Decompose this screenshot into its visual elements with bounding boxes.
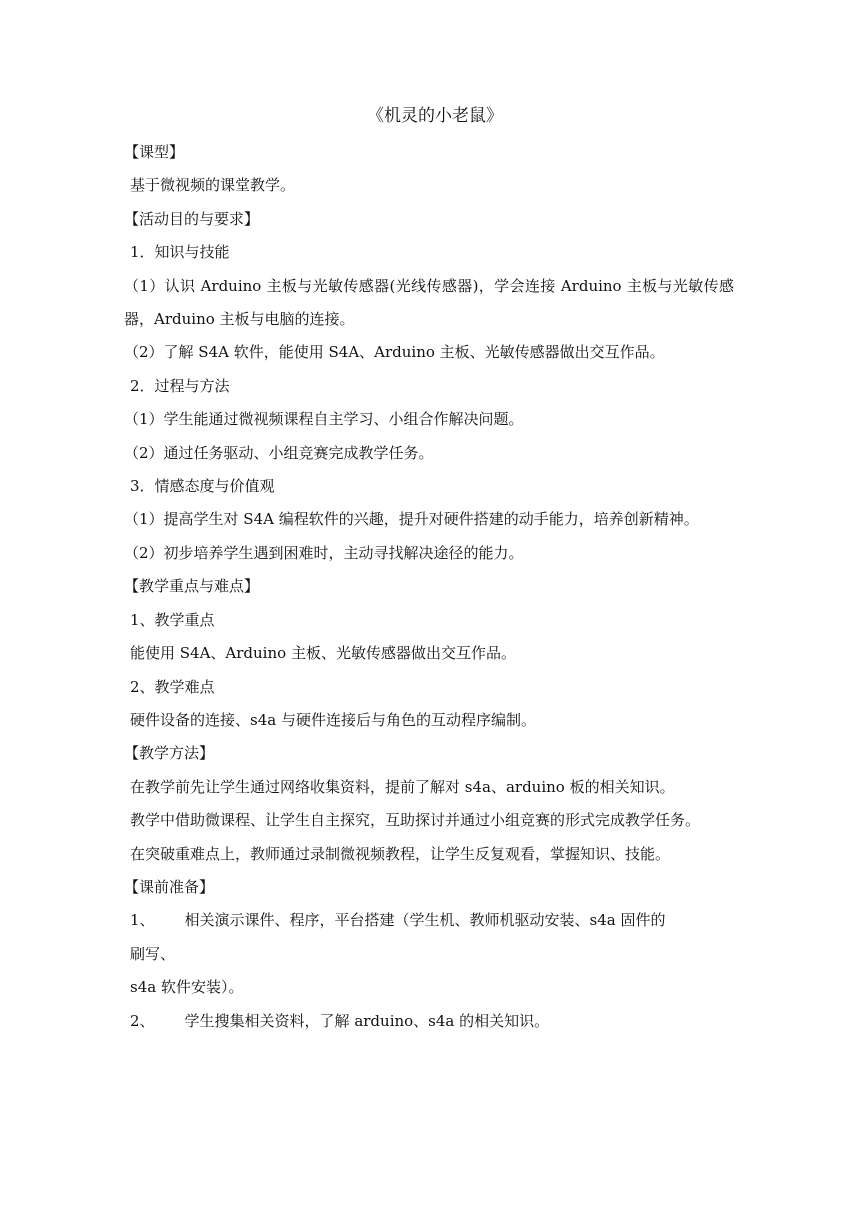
attitude-item-2: （2）初步培养学生遇到困难时，主动寻找解决途径的能力。 [124,543,524,562]
attitude-label: 3．情感态度与价值观 [130,477,275,496]
focus-text: 能使用 S4A、Arduino 主板、光敏传感器做出交互作品。 [130,644,516,663]
section-heading-key-points: 【教学重点与难点】 [124,577,260,596]
difficulty-label: 2、教学难点 [130,677,215,696]
preparation-item-1 [130,904,734,937]
focus-label: 1、教学重点 [130,610,215,629]
preparation-item-1-continued-2: s4a 软件安装）。 [130,978,244,997]
type-text: 基于微视频的课堂教学。 [130,176,296,195]
methods-paragraph-2: 教学中借助微课程、让学生自主探究，互助探讨并通过小组竞赛的形式完成教学任务。 [130,811,701,830]
section-heading-goals: 【活动目的与要求】 [124,209,260,228]
document-title: 《机灵的小老鼠》 [367,106,503,126]
preparation-item-1-continued: 刷写、 [130,944,176,963]
document-page [124,102,734,1038]
section-heading-type: 【课型】 [124,143,185,161]
section-heading-preparation: 【课前准备】 [124,877,215,896]
knowledge-item-1: （1）认识 Arduino 主板与光敏传感器(光线传感器)，学会连接 Arduino 主板与光敏传感器，Arduino 主板与电脑的连接。 [124,276,734,329]
process-item-1: （1）学生能通过微视频课程自主学习、小组合作解决问题。 [124,410,524,429]
knowledge-item-2: （2）了解 S4A 软件，能使用 S4A、Arduino 主板、光敏传感器做出交互作品。 [124,343,665,362]
process-item-2: （2）通过任务驱动、小组竞赛完成教学任务。 [124,443,434,462]
process-label: 2．过程与方法 [130,376,230,395]
methods-paragraph-1: 在教学前先让学生通过网络收集资料，提前了解对 s4a、arduino 板的相关知识。 [130,777,675,796]
preparation-item-1-text: 相关演示课件、程序，平台搭建（学生机、教师机驱动安装、s4a 固件的 [184,911,666,930]
section-heading-methods: 【教学方法】 [124,744,215,763]
preparation-item-2-number: 2、 [130,1011,155,1030]
preparation-item-2-text: 学生搜集相关资料，了解 arduino、s4a 的相关知识。 [184,1011,550,1030]
preparation-item-1-number: 1、 [130,911,155,930]
difficulty-text: 硬件设备的连接、s4a 与硬件连接后与角色的互动程序编制。 [130,710,536,729]
knowledge-label: 1．知识与技能 [130,243,230,262]
methods-paragraph-3: 在突破重难点上，教师通过录制微视频教程，让学生反复观看，掌握知识、技能。 [130,844,671,863]
preparation-item-2 [130,1005,734,1038]
attitude-item-1: （1）提高学生对 S4A 编程软件的兴趣，提升对硬件搭建的动手能力，培养创新精神。 [124,510,699,529]
